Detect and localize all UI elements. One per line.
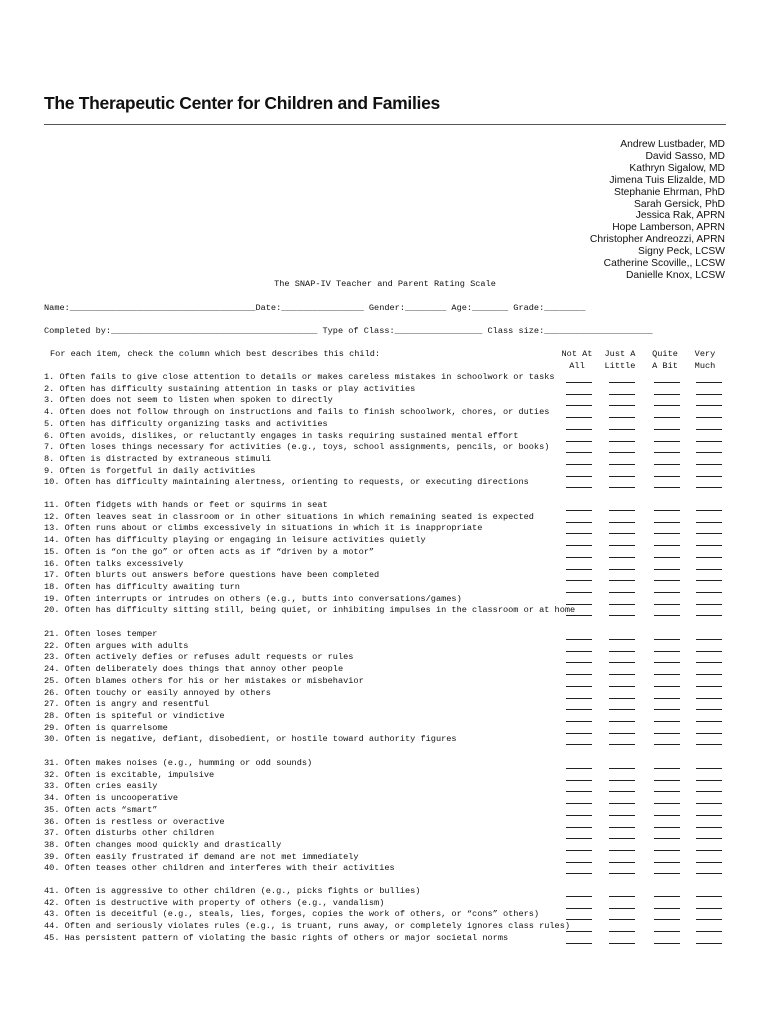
answer-blank[interactable] — [696, 674, 722, 675]
question-item: 31. Often makes noises (e.g., humming or odd sounds) — [44, 758, 313, 768]
staff-name: Jimena Tuis Elizalde, MD — [609, 174, 725, 186]
answer-blank[interactable] — [654, 768, 680, 769]
column-header-not-at-all: Not At All — [561, 349, 593, 371]
answer-blank[interactable] — [609, 686, 635, 687]
answer-blank[interactable] — [609, 780, 635, 781]
question-item: 13. Often runs about or climbs excessively in situations in which it is inappropriate — [44, 523, 483, 534]
question-item: 4. Often does not follow through on instructions and fails to finish schoolwork, chores, or duties — [44, 407, 550, 418]
staff-list — [590, 139, 725, 282]
answer-blank[interactable] — [696, 382, 722, 383]
answer-blank[interactable] — [609, 768, 635, 769]
question-item: 33. Often cries easily — [44, 781, 158, 792]
answer-blank[interactable] — [696, 862, 722, 863]
question-item: 15. Often is “on the go” or often acts as if “driven by a motor” — [44, 546, 375, 557]
answer-blank[interactable] — [654, 862, 680, 863]
answer-blank[interactable] — [696, 429, 722, 430]
answer-blank[interactable] — [654, 908, 680, 909]
staff-name: Christopher Andreozzi, APRN — [589, 234, 725, 246]
header-divider — [44, 124, 726, 125]
answer-blank[interactable] — [566, 464, 592, 465]
answer-blank[interactable] — [609, 896, 635, 897]
answer-blank[interactable] — [566, 557, 592, 558]
answer-blank[interactable] — [609, 931, 635, 932]
answer-blank[interactable] — [696, 721, 722, 722]
answer-blank[interactable] — [609, 791, 635, 792]
question-item: 39. Often easily frustrated if demand are not met immediately — [44, 851, 359, 862]
answer-blank[interactable] — [696, 557, 722, 558]
completed-by-class-line[interactable]: Completed by:________________________________________ Type of Class:_________________ Class size:_____________________ — [44, 326, 653, 336]
answer-blank[interactable] — [696, 417, 722, 418]
answer-blank[interactable] — [696, 452, 722, 453]
answer-blank[interactable] — [609, 476, 635, 477]
question-item: 18. Often has difficulty awaiting turn — [44, 581, 240, 592]
answer-blank[interactable] — [609, 417, 635, 418]
answer-blank[interactable] — [696, 919, 722, 920]
answer-blank[interactable] — [696, 908, 722, 909]
answer-blank[interactable] — [654, 850, 680, 851]
answer-blank[interactable] — [696, 698, 722, 699]
answer-blank[interactable] — [654, 533, 680, 534]
answer-blank[interactable] — [654, 931, 680, 932]
answer-blank[interactable] — [566, 744, 592, 745]
answer-blank[interactable] — [696, 545, 722, 546]
answer-blank[interactable] — [609, 850, 635, 851]
answer-blank[interactable] — [609, 487, 635, 488]
question-item: 16. Often talks excessively — [44, 558, 184, 569]
answer-blank[interactable] — [654, 510, 680, 511]
answer-blank[interactable] — [609, 674, 635, 675]
answer-blank[interactable] — [654, 662, 680, 663]
answer-blank[interactable] — [654, 686, 680, 687]
answer-blank[interactable] — [566, 896, 592, 897]
answer-blank[interactable] — [654, 592, 680, 593]
answer-blank[interactable] — [654, 557, 680, 558]
question-item: 1. Often fails to give close attention to details or makes careless mistakes in schoolwork or tasks — [44, 372, 555, 382]
answer-blank[interactable] — [566, 662, 592, 663]
question-item: 35. Often acts “smart” — [44, 804, 158, 815]
answer-blank[interactable] — [609, 815, 635, 816]
question-item: 26. Often touchy or easily annoyed by others — [44, 687, 271, 698]
question-item: 7. Often loses things necessary for activities (e.g., toys, school assignments, pencils, or books) — [44, 442, 550, 453]
staff-name: Andrew Lustbader, MD — [620, 139, 725, 150]
answer-blank[interactable] — [654, 721, 680, 722]
answer-blank[interactable] — [566, 780, 592, 781]
answer-blank[interactable] — [609, 545, 635, 546]
answer-blank[interactable] — [566, 674, 592, 675]
question-item: 14. Often has difficulty playing or engaging in leisure activities quietly — [44, 535, 426, 546]
answer-blank[interactable] — [566, 862, 592, 863]
answer-blank[interactable] — [654, 429, 680, 430]
answer-blank[interactable] — [609, 533, 635, 534]
answer-blank[interactable] — [696, 476, 722, 477]
answer-blank[interactable] — [566, 908, 592, 909]
answer-blank[interactable] — [566, 850, 592, 851]
answer-blank[interactable] — [696, 733, 722, 734]
question-item: 27. Often is angry and resentful — [44, 699, 210, 710]
answer-blank[interactable] — [609, 943, 635, 944]
answer-blank[interactable] — [696, 768, 722, 769]
question-item: 11. Often fidgets with hands or feet or squirms in seat — [44, 500, 328, 510]
staff-name: Signy Peck, LCSW — [638, 246, 725, 258]
answer-blank[interactable] — [696, 791, 722, 792]
answer-blank[interactable] — [566, 615, 592, 616]
answer-blank[interactable] — [654, 476, 680, 477]
question-item: 21. Often loses temper — [44, 629, 158, 639]
answer-blank[interactable] — [566, 417, 592, 418]
question-item: 19. Often interrupts or intrudes on others (e.g., butts into conversations/games) — [44, 593, 462, 604]
staff-name: Stephanie Ehrman, PhD — [613, 186, 725, 198]
answer-blank[interactable] — [654, 709, 680, 710]
answer-blank[interactable] — [566, 476, 592, 477]
answer-blank[interactable] — [566, 768, 592, 769]
question-item: 22. Often argues with adults — [44, 640, 189, 651]
answer-blank[interactable] — [654, 639, 680, 640]
answer-blank[interactable] — [566, 838, 592, 839]
answer-blank[interactable] — [696, 803, 722, 804]
question-item: 45. Has persistent pattern of violating the basic rights of others or major societal norms — [44, 932, 509, 943]
answer-blank[interactable] — [696, 487, 722, 488]
question-item: 20. Often has difficulty sitting still, being quiet, or inhibiting impulses in the classroom or at home — [44, 605, 576, 616]
column-header-quite-a-bit: Quite A Bit — [652, 349, 678, 371]
answer-blank[interactable] — [566, 429, 592, 430]
answer-blank[interactable] — [609, 651, 635, 652]
answer-blank[interactable] — [609, 827, 635, 828]
answer-blank[interactable] — [654, 417, 680, 418]
answer-blank[interactable] — [654, 441, 680, 442]
answer-blank[interactable] — [566, 592, 592, 593]
answer-blank[interactable] — [609, 464, 635, 465]
answer-blank[interactable] — [654, 744, 680, 745]
answer-blank[interactable] — [609, 662, 635, 663]
answer-blank[interactable] — [609, 522, 635, 523]
answer-blank[interactable] — [609, 405, 635, 406]
answer-blank[interactable] — [609, 873, 635, 874]
question-item: 24. Often deliberately does things that annoy other people — [44, 664, 344, 675]
staff-name: Jessica Rak, APRN — [635, 210, 725, 222]
answer-blank[interactable] — [696, 405, 722, 406]
answer-blank[interactable] — [696, 441, 722, 442]
answer-blank[interactable] — [566, 639, 592, 640]
answer-blank[interactable] — [609, 394, 635, 395]
answer-blank[interactable] — [696, 873, 722, 874]
question-item: 30. Often is negative, defiant, disobedient, or hostile toward authority figures — [44, 734, 457, 745]
question-item: 8. Often is distracted by extraneous stimuli — [44, 453, 271, 464]
answer-blank[interactable] — [609, 721, 635, 722]
answer-blank[interactable] — [696, 464, 722, 465]
answer-blank[interactable] — [654, 464, 680, 465]
answer-blank[interactable] — [654, 580, 680, 581]
answer-blank[interactable] — [566, 931, 592, 932]
question-item: 12. Often leaves seat in classroom or in other situations in which remaining seated is expected — [44, 511, 534, 522]
answer-blank[interactable] — [609, 429, 635, 430]
answer-blank[interactable] — [696, 896, 722, 897]
answer-blank[interactable] — [654, 803, 680, 804]
answer-blank[interactable] — [609, 452, 635, 453]
question-item: 41. Often is aggressive to other children (e.g., picks fights or bullies) — [44, 886, 421, 896]
question-item: 17. Often blurts out answers before questions have been completed — [44, 570, 380, 581]
answer-blank[interactable] — [566, 651, 592, 652]
answer-blank[interactable] — [654, 522, 680, 523]
answer-blank[interactable] — [566, 873, 592, 874]
answer-blank[interactable] — [654, 405, 680, 406]
answer-blank[interactable] — [566, 815, 592, 816]
answer-blank[interactable] — [696, 533, 722, 534]
answer-blank[interactable] — [609, 862, 635, 863]
answer-blank[interactable] — [654, 873, 680, 874]
answer-blank[interactable] — [566, 686, 592, 687]
question-item: 2. Often has difficulty sustaining attention in tasks or play activities — [44, 383, 416, 394]
answer-blank[interactable] — [609, 733, 635, 734]
answer-blank[interactable] — [696, 827, 722, 828]
answer-blank[interactable] — [609, 604, 635, 605]
answer-blank[interactable] — [566, 510, 592, 511]
answer-blank[interactable] — [696, 780, 722, 781]
answer-blank[interactable] — [566, 698, 592, 699]
answer-blank[interactable] — [654, 827, 680, 828]
question-item: 43. Often is deceitful (e.g., steals, lies, forges, copies the work of others, or “cons” others) — [44, 909, 540, 920]
question-item: 36. Often is restless or overactive — [44, 816, 225, 827]
answer-blank[interactable] — [609, 744, 635, 745]
answer-blank[interactable] — [609, 441, 635, 442]
answer-blank[interactable] — [566, 791, 592, 792]
question-item: 38. Often changes mood quickly and drastically — [44, 839, 282, 850]
answer-blank[interactable] — [566, 522, 592, 523]
answer-blank[interactable] — [609, 908, 635, 909]
answer-blank[interactable] — [566, 709, 592, 710]
answer-blank[interactable] — [654, 651, 680, 652]
question-item: 37. Often disturbs other children — [44, 828, 215, 839]
question-item: 42. Often is destructive with property of others (e.g., vandalism) — [44, 897, 385, 908]
answer-blank[interactable] — [566, 943, 592, 944]
answer-blank[interactable] — [696, 943, 722, 944]
answer-blank[interactable] — [696, 744, 722, 745]
answer-blank[interactable] — [566, 533, 592, 534]
answer-blank[interactable] — [654, 382, 680, 383]
answer-blank[interactable] — [654, 780, 680, 781]
answer-blank[interactable] — [566, 721, 592, 722]
answer-blank[interactable] — [654, 545, 680, 546]
answer-blank[interactable] — [654, 733, 680, 734]
staff-name: Catherine Scoville,, LCSW — [603, 258, 725, 270]
answer-blank[interactable] — [654, 896, 680, 897]
answer-blank[interactable] — [696, 709, 722, 710]
answer-blank[interactable] — [609, 580, 635, 581]
question-item: 3. Often does not seem to listen when spoken to directly — [44, 395, 333, 406]
name-date-gender-age-grade-line[interactable]: Name:____________________________________Date:________________ Gender:________ Age:_______ Grade:________ — [44, 303, 586, 313]
column-header-very-much: Very Much — [694, 349, 716, 371]
question-item: 23. Often actively defies or refuses adult requests or rules — [44, 652, 354, 663]
staff-name: Danielle Knox, LCSW — [625, 269, 725, 281]
answer-blank[interactable] — [609, 615, 635, 616]
answer-blank[interactable] — [654, 943, 680, 944]
answer-blank[interactable] — [696, 639, 722, 640]
answer-blank[interactable] — [609, 838, 635, 839]
answer-blank[interactable] — [566, 405, 592, 406]
answer-blank[interactable] — [566, 382, 592, 383]
question-item: 10. Often has difficulty maintaining alertness, orienting to requests, or executing directions — [44, 477, 529, 488]
answer-blank[interactable] — [566, 441, 592, 442]
answer-blank[interactable] — [696, 686, 722, 687]
staff-name: Hope Lamberson, APRN — [612, 222, 725, 234]
answer-blank[interactable] — [696, 850, 722, 851]
question-item: 34. Often is uncooperative — [44, 793, 179, 804]
answer-blank[interactable] — [696, 604, 722, 605]
answer-blank[interactable] — [566, 487, 592, 488]
answer-blank[interactable] — [654, 791, 680, 792]
question-item: 28. Often is spiteful or vindictive — [44, 710, 225, 721]
answer-blank[interactable] — [609, 382, 635, 383]
answer-blank[interactable] — [566, 569, 592, 570]
answer-blank[interactable] — [654, 698, 680, 699]
answer-blank[interactable] — [609, 639, 635, 640]
answer-blank[interactable] — [654, 674, 680, 675]
question-item: 32. Often is excitable, impulsive — [44, 769, 215, 780]
question-item: 6. Often avoids, dislikes, or reluctantly engages in tasks requiring sustained mental effort — [44, 430, 519, 441]
answer-blank[interactable] — [696, 580, 722, 581]
scale-title: The SNAP-IV Teacher and Parent Rating Scale — [274, 279, 496, 289]
answer-blank[interactable] — [566, 827, 592, 828]
instructions: For each item, check the column which best describes this child: — [50, 349, 381, 359]
staff-name: Sarah Gersick, PhD — [634, 198, 725, 210]
answer-blank[interactable] — [654, 815, 680, 816]
answer-blank[interactable] — [696, 394, 722, 395]
answer-blank[interactable] — [654, 394, 680, 395]
answer-blank[interactable] — [654, 919, 680, 920]
answer-blank[interactable] — [566, 580, 592, 581]
answer-blank[interactable] — [696, 838, 722, 839]
answer-blank[interactable] — [609, 709, 635, 710]
answer-blank[interactable] — [566, 452, 592, 453]
answer-blank[interactable] — [696, 569, 722, 570]
question-item: 25. Often blames others for his or her mistakes or misbehavior — [44, 675, 364, 686]
answer-blank[interactable] — [654, 452, 680, 453]
answer-blank[interactable] — [609, 698, 635, 699]
answer-blank[interactable] — [696, 931, 722, 932]
answer-blank[interactable] — [654, 838, 680, 839]
answer-blank[interactable] — [609, 592, 635, 593]
answer-blank[interactable] — [609, 919, 635, 920]
answer-blank[interactable] — [609, 569, 635, 570]
answer-blank[interactable] — [566, 545, 592, 546]
answer-blank[interactable] — [609, 510, 635, 511]
answer-blank[interactable] — [696, 592, 722, 593]
answer-blank[interactable] — [566, 803, 592, 804]
answer-blank[interactable] — [696, 522, 722, 523]
answer-blank[interactable] — [566, 394, 592, 395]
answer-blank[interactable] — [654, 487, 680, 488]
answer-blank[interactable] — [609, 803, 635, 804]
answer-blank[interactable] — [696, 510, 722, 511]
answer-blank[interactable] — [696, 615, 722, 616]
staff-name: Kathryn Sigalow, MD — [629, 162, 725, 174]
question-item: 40. Often teases other children and interferes with their activities — [44, 863, 395, 874]
question-item: 29. Often is quarrelsome — [44, 722, 168, 733]
answer-blank[interactable] — [696, 815, 722, 816]
column-header-just-a-little: Just A Little — [604, 349, 636, 371]
answer-blank[interactable] — [654, 569, 680, 570]
answer-blank[interactable] — [654, 615, 680, 616]
answer-blank[interactable] — [566, 733, 592, 734]
question-item: 44. Often and seriously violates rules (e.g., is truant, runs away, or completely ignores class rules) — [44, 921, 571, 932]
answer-blank[interactable] — [696, 662, 722, 663]
answer-blank[interactable] — [696, 651, 722, 652]
page-title: The Therapeutic Center for Children and Families — [44, 93, 440, 113]
question-item: 9. Often is forgetful in daily activities — [44, 465, 256, 476]
answer-blank[interactable] — [609, 557, 635, 558]
answer-blank[interactable] — [654, 604, 680, 605]
staff-name: David Sasso, MD — [645, 150, 725, 162]
question-item: 5. Often has difficulty organizing tasks and activities — [44, 418, 328, 429]
